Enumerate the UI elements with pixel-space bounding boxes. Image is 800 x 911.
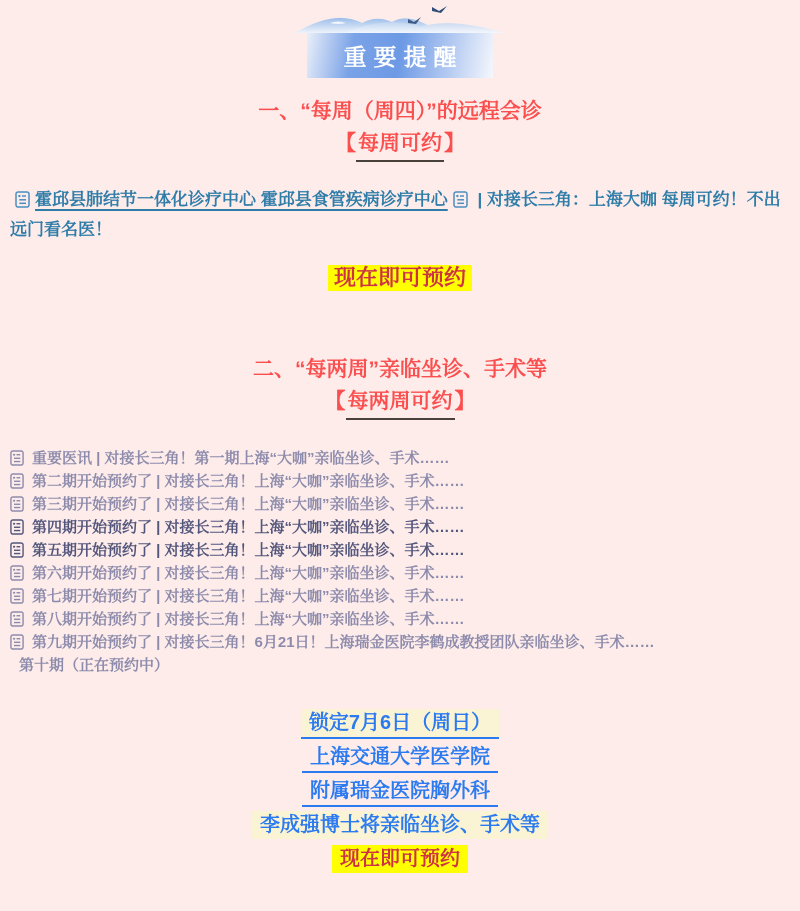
article-link-item bbox=[10, 653, 800, 676]
document-icon bbox=[10, 611, 24, 627]
article-link-item[interactable] bbox=[10, 584, 800, 607]
document-icon bbox=[10, 634, 24, 650]
article-link-label: 第九期开始预约了 | 对接长三角！6月21日！上海瑞金医院李鹤成教授团队亲临坐诊、手术…… bbox=[32, 634, 655, 651]
article-link-item[interactable] bbox=[10, 607, 800, 630]
section1-title: 一、“每周（周四）”的远程会诊 bbox=[258, 100, 542, 123]
document-icon bbox=[10, 588, 24, 604]
bracket-open: 【 bbox=[335, 132, 356, 155]
diagnosis-center-link[interactable]: 霍邱县肺结节一体化诊疗中心 霍邱县食管疾病诊疗中心 bbox=[35, 190, 448, 209]
mountain-illustration bbox=[0, 5, 800, 33]
document-icon bbox=[10, 450, 24, 466]
article-link-label: 第四期开始预约了 | 对接长三角！上海“大咖”亲临坐诊、手术…… bbox=[32, 519, 465, 536]
mountains-birds-graphic bbox=[290, 5, 510, 33]
important-notice-badge bbox=[307, 33, 493, 78]
article-link-label: 第十期（正在预约中） bbox=[19, 657, 170, 674]
announcement-block bbox=[0, 708, 800, 878]
article-link-label: 重要医讯 | 对接长三角！第一期上海“大咖”亲临坐诊、手术…… bbox=[32, 450, 450, 467]
article-link-label: 第五期开始预约了 | 对接长三角！上海“大咖”亲临坐诊、手术…… bbox=[32, 542, 465, 559]
date-announcement-link[interactable]: 锁定7月6日（周日） bbox=[301, 709, 499, 739]
document-icon bbox=[15, 189, 30, 216]
subtitle-text: 每两周可约 bbox=[346, 389, 455, 420]
section2-title: 二、“每两周”亲临坐诊、手术等 bbox=[253, 358, 547, 381]
document-icon bbox=[10, 565, 24, 581]
document-icon bbox=[10, 473, 24, 489]
article-link-item[interactable] bbox=[10, 446, 800, 469]
article-link-item[interactable] bbox=[10, 469, 800, 492]
link-tail-text[interactable]: | 对接长三角：上海大咖 每周可约！不出远门看名医！ bbox=[10, 190, 781, 239]
remote-consult-paragraph bbox=[0, 186, 800, 243]
article-link-label: 第二期开始预约了 | 对接长三角！上海“大咖”亲临坐诊、手术…… bbox=[32, 473, 465, 490]
article-link-item[interactable] bbox=[10, 538, 800, 561]
hospital-dept-link[interactable]: 附属瑞金医院胸外科 bbox=[302, 777, 498, 807]
article-link-item[interactable] bbox=[10, 561, 800, 584]
document-icon bbox=[10, 496, 24, 512]
badge-label: 重要提醒 bbox=[343, 44, 464, 70]
section2-subtitle bbox=[0, 389, 800, 420]
cta-book-now: 现在即可预约 bbox=[332, 845, 468, 873]
document-icon bbox=[453, 189, 468, 216]
news-list bbox=[0, 446, 800, 676]
article-link-label: 第六期开始预约了 | 对接长三角！上海“大咖”亲临坐诊、手术…… bbox=[32, 565, 465, 582]
bird-icon bbox=[432, 6, 447, 13]
bracket-close: 】 bbox=[444, 132, 465, 155]
cta-book-now: 现在即可预约 bbox=[328, 265, 472, 291]
article-link-label: 第七期开始预约了 | 对接长三角！上海“大咖”亲临坐诊、手术…… bbox=[32, 588, 465, 605]
university-link[interactable]: 上海交通大学医学院 bbox=[302, 743, 498, 773]
article-link-item[interactable] bbox=[10, 492, 800, 515]
article-link-label: 第八期开始预约了 | 对接长三角！上海“大咖”亲临坐诊、手术…… bbox=[32, 611, 465, 628]
subtitle-text: 每周可约 bbox=[356, 131, 444, 162]
bracket-close: 】 bbox=[454, 390, 476, 413]
bracket-open: 【 bbox=[324, 390, 346, 413]
document-icon bbox=[10, 519, 24, 535]
article-link-label: 第三期开始预约了 | 对接长三角！上海“大咖”亲临坐诊、手术…… bbox=[32, 496, 465, 513]
section1-subtitle bbox=[0, 131, 800, 162]
article-link-item[interactable] bbox=[10, 515, 800, 538]
article-link-item[interactable] bbox=[10, 630, 800, 653]
doctor-announcement: 李成强博士将亲临坐诊、手术等 bbox=[252, 811, 548, 839]
document-icon bbox=[10, 542, 24, 558]
